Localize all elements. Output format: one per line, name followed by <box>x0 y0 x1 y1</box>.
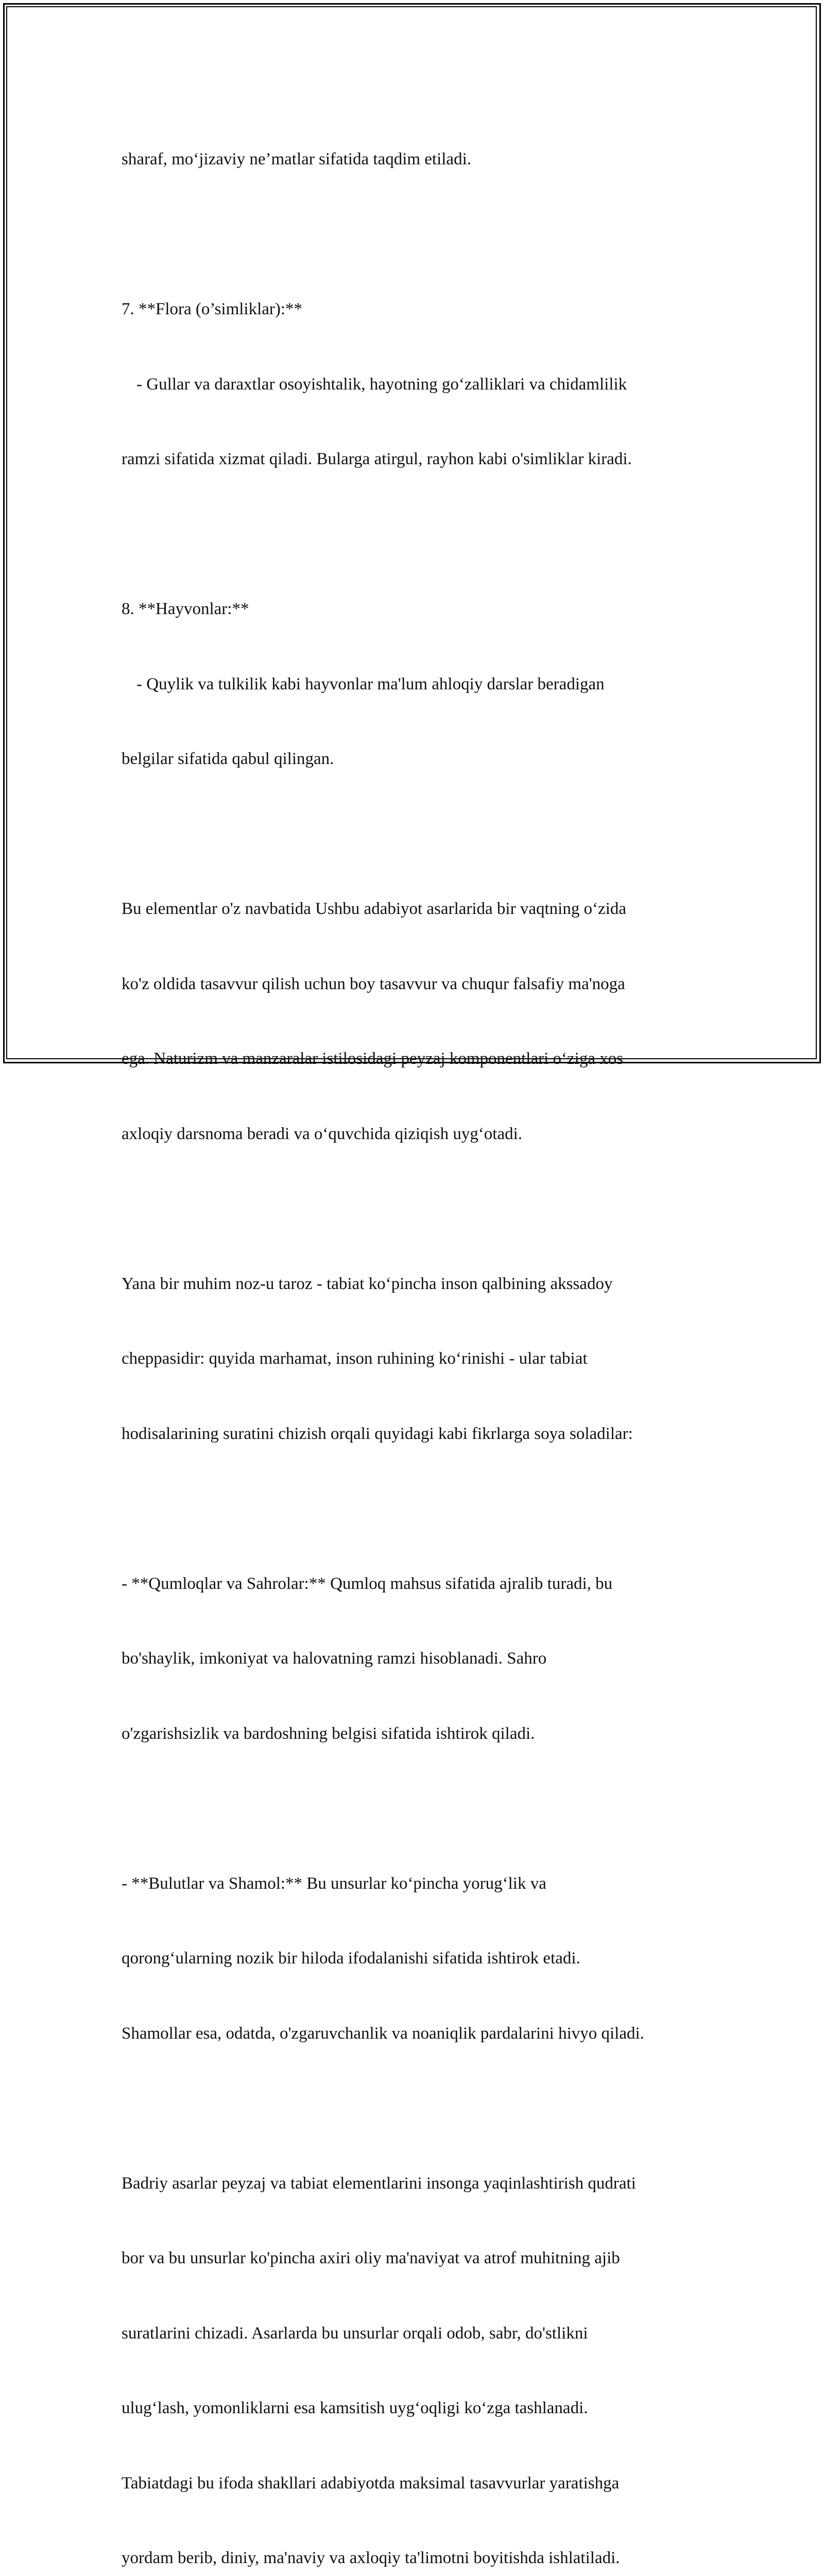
text-line: suratlarini chizadi. Asarlarda bu unsurlar orqali odob, sabr, do'stlikni <box>122 2321 709 2346</box>
text-line: hodisalarining suratini chizish orqali quyidagi kabi fikrlarga soya soladilar: <box>122 1421 709 1447</box>
text-line: yordam berib, diniy, ma'naviy va axloqiy ta'limotni boyitishda ishlatiladi. <box>122 2546 709 2571</box>
text-line: qorong‘ularning nozik bir hiloda ifodalanishi sifatida ishtirok etadi. <box>122 1946 709 1971</box>
list-item-hayvonlar <box>122 547 709 822</box>
text-line: Shamollar esa, odatda, o'zgaruvchanlik va noaniqlik pardalarini hivyo qiladi. <box>122 2021 709 2046</box>
text-line: Bu elementlar o'z navbatida Ushbu adabiyot asarlarida bir vaqtning o‘zida <box>122 896 709 922</box>
text-line: sharaf, mo‘jizaviy ne’matlar sifatida taqdim etiladi. <box>122 147 709 172</box>
text-line: ko'z oldida tasavvur qilish uchun boy tasavvur va chuqur falsafiy ma'noga <box>122 972 709 997</box>
bullet-bulutlar <box>122 1821 709 2096</box>
paragraph-elements <box>122 846 709 1196</box>
paragraph-continuation <box>122 97 709 222</box>
text-line: Badriy asarlar peyzaj va tabiat elementlarini insonga yaqinlashtirish qudrati <box>122 2171 709 2196</box>
list-item-heading: 8. **Hayvonlar:** <box>122 597 709 622</box>
text-line: Yana bir muhim noz-u taroz - tabiat ko‘pincha inson qalbining akssadoy <box>122 1272 709 1297</box>
text-line: - **Bulutlar va Shamol:** Bu unsurlar ko‘pincha yorug‘lik va <box>122 1871 709 1896</box>
text-line: bor va bu unsurlar ko'pincha axiri oliy ma'naviyat va atrof muhitning ajib <box>122 2246 709 2271</box>
text-line: Tabiatdagi bu ifoda shakllari adabiyotda maksimal tasavvurlar yaratishga <box>122 2471 709 2496</box>
text-line: - Gullar va daraxtlar osoyishtalik, hayotning go‘zalliklari va chidamlilik <box>122 372 709 397</box>
document-body <box>122 97 709 2576</box>
text-line: - Quylik va tulkilik kabi hayvonlar ma'lum ahloqiy darslar beradigan <box>122 672 709 697</box>
text-line: belgilar sifatida qabul qilingan. <box>122 747 709 772</box>
text-line: o'zgarishsizlik va bardoshning belgisi sifatida ishtirok qiladi. <box>122 1721 709 1747</box>
text-line: ega. Naturizm va manzaralar istilosidagi peyzaj komponentlari o‘ziga xos <box>122 1046 709 1072</box>
list-item-flora <box>122 247 709 522</box>
text-line: axloqiy darsnoma beradi va o‘quvchida qiziqish uyg‘otadi. <box>122 1122 709 1147</box>
bullet-qumloqlar <box>122 1521 709 1797</box>
text-line: - **Qumloqlar va Sahrolar:** Qumloq mahsus sifatida ajralib turadi, bu <box>122 1571 709 1597</box>
text-line: bo'shaylik, imkoniyat va halovatning ramzi hisoblanadi. Sahro <box>122 1646 709 1671</box>
paragraph-conclusion <box>122 2121 709 2576</box>
text-line: ulug‘lash, yomonliklarni esa kamsitish uyg‘oqligi ko‘zga tashlanadi. <box>122 2396 709 2421</box>
list-item-heading: 7. **Flora (o’simliklar):** <box>122 297 709 322</box>
text-line: cheppasidir: quyida marhamat, inson ruhining ko‘rinishi - ular tabiat <box>122 1346 709 1371</box>
paragraph-nature-soul <box>122 1222 709 1497</box>
text-line: ramzi sifatida xizmat qiladi. Bularga atirgul, rayhon kabi o'simliklar kiradi. <box>122 447 709 472</box>
